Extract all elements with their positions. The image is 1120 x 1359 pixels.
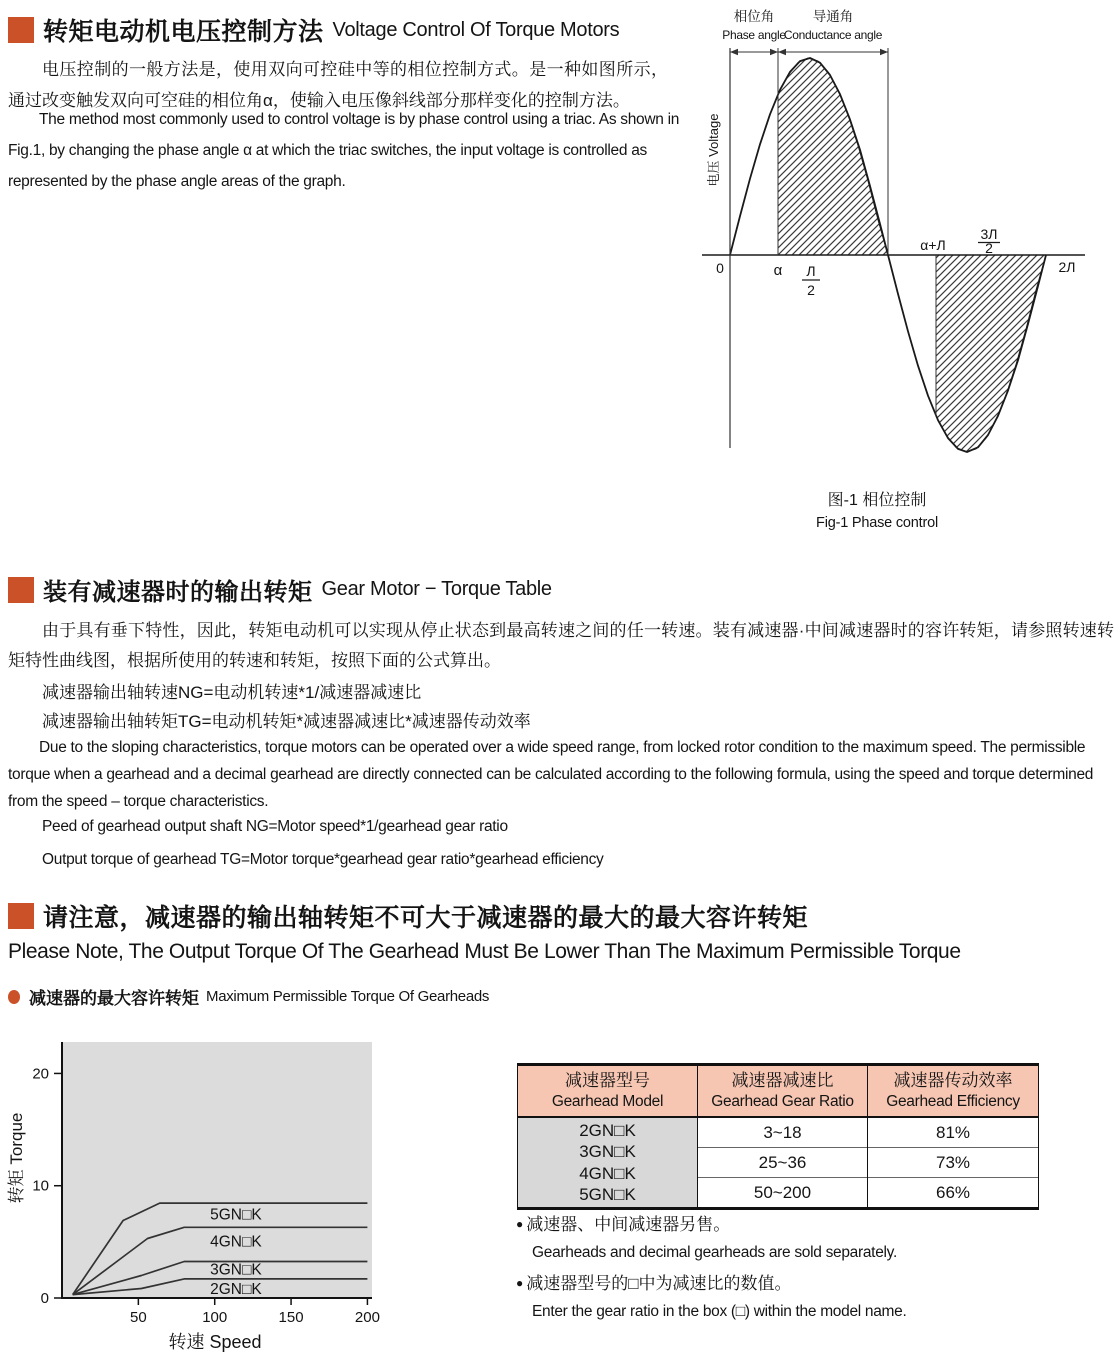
tick-two-pi: 2Л bbox=[1058, 259, 1076, 275]
series-label: 4GN□K bbox=[210, 1233, 262, 1251]
phase-control-figure bbox=[690, 0, 1090, 540]
header-en: Gearhead Efficiency bbox=[886, 1093, 1020, 1110]
tick-alpha-pi: α+Л bbox=[920, 237, 946, 253]
formula-en-torque: Output torque of gearhead TG=Motor torque*gearhead gear ratio*gearhead efficiency bbox=[42, 851, 604, 868]
conductance-angle-label-en: Conductance angle bbox=[783, 28, 883, 42]
arrowhead-icon bbox=[770, 49, 778, 55]
note-line-cn bbox=[516, 1269, 1106, 1298]
table-header-row bbox=[518, 1065, 1039, 1118]
section2-paragraph-en: Due to the sloping characteristics, torque motors can be operated over a wide speed range, from locked rotor condition to the maximum speed. The permissible torque when a gearhead and a decimal gearhead are directly connected can be calculated according to the following formula, using the speed and torque determined from the speed – torque characteristics. bbox=[8, 739, 1094, 810]
header-en: Gearhead Model bbox=[551, 1093, 664, 1110]
ratio-cell: 25~36 bbox=[698, 1148, 868, 1178]
section3-heading bbox=[8, 898, 808, 934]
max-permissible-torque-chart bbox=[0, 1030, 430, 1359]
series-label: 5GN□K bbox=[210, 1206, 262, 1224]
header-gearhead-model bbox=[518, 1065, 698, 1118]
header-gear-ratio bbox=[698, 1065, 868, 1118]
section1-paragraph-cn: 电压控制的一般方法是，使用双向可控硅中等的相位控制方式。是一种如图所示，通过改变触发双向可空硅的相位角α，使输入电压像斜线部分那样变化的控制方法。 bbox=[8, 60, 668, 110]
section3-title-en: Please Note, The Output Torque Of The Gearhead Must Be Lower Than The Maximum Permissible Torque bbox=[8, 940, 961, 963]
section2-paragraph-cn: 由于具有垂下特性，因此，转矩电动机可以实现从停止状态到最高转速之间的任一转速。装有减速器·中间减速器时的容许转矩，请参照转速转矩特性曲线图，根据所使用的转速和转矩，按照下面的公式算出。 bbox=[8, 621, 1114, 670]
figure-y-axis-label: 电压 Voltage bbox=[706, 113, 721, 187]
section1-title-en: Voltage Control Of Torque Motors bbox=[332, 18, 620, 41]
header-cn: 减速器型号 bbox=[565, 1071, 650, 1090]
formula-cn-speed: 减速器输出轴转速NG=电动机转速*1/减速器减速比 bbox=[42, 683, 422, 702]
section1-heading bbox=[8, 12, 619, 48]
tick-zero: 0 bbox=[716, 260, 724, 276]
tick-half-pi-denominator: 2 bbox=[807, 282, 815, 298]
model-name: 4GN□K bbox=[579, 1163, 636, 1183]
x-tick-label: 50 bbox=[130, 1309, 147, 1326]
section1-title-cn: 转矩电动机电压控制方法 bbox=[43, 18, 324, 46]
model-name: 5GN□K bbox=[579, 1185, 636, 1204]
tick-3half-pi-numerator: 3Л bbox=[980, 226, 998, 242]
arrowhead-icon bbox=[730, 49, 738, 55]
x-tick-label: 100 bbox=[202, 1309, 228, 1326]
arrowhead-icon bbox=[778, 49, 786, 55]
section2-heading bbox=[8, 572, 552, 607]
note-text-cn: 减速器、中间减速器另售。 bbox=[526, 1215, 731, 1234]
series-label: 3GN□K bbox=[210, 1261, 262, 1279]
header-en: Gearhead Gear Ratio bbox=[711, 1093, 854, 1110]
note-line-en: Enter the gear ratio in the box (□) within the model name. bbox=[532, 1303, 907, 1320]
conduction-area-negative bbox=[936, 255, 1046, 452]
arrowhead-icon bbox=[880, 49, 888, 55]
chart-x-axis-label: 转速 Speed bbox=[168, 1332, 262, 1352]
ratio-cell: 3~18 bbox=[698, 1117, 868, 1148]
max-torque-bullet-row bbox=[8, 984, 489, 1009]
model-name: 2GN□K bbox=[579, 1120, 636, 1140]
y-tick-label: 20 bbox=[32, 1065, 49, 1083]
section1-paragraph-en: The method most commonly used to control voltage is by phase control using a triac. As shown in Fig.1, by changing the phase angle α at which the triac switches, the input voltage is controlled as represented by the phase angle areas of the graph. bbox=[8, 111, 680, 190]
heading-square-icon bbox=[8, 577, 34, 603]
ratio-cell: 50~200 bbox=[698, 1178, 868, 1209]
header-cn: 减速器传动效率 bbox=[893, 1071, 1013, 1090]
note-text-cn: 减速器型号的□中为减速比的数值。 bbox=[526, 1274, 792, 1293]
conduction-area-positive bbox=[778, 58, 888, 255]
note-line-cn bbox=[516, 1210, 1106, 1239]
y-tick-label: 0 bbox=[40, 1290, 49, 1307]
figure-caption-cn: 图-1 相位控制 bbox=[827, 492, 927, 509]
tick-half-pi-numerator: Л bbox=[806, 263, 816, 279]
x-tick-label: 150 bbox=[278, 1309, 304, 1326]
model-name: 3GN□K bbox=[579, 1142, 636, 1161]
gearhead-table bbox=[517, 1063, 1039, 1210]
efficiency-cell: 66% bbox=[868, 1178, 1039, 1209]
max-torque-label-cn: 减速器的最大容许转矩 bbox=[29, 989, 199, 1008]
efficiency-cell: 73% bbox=[868, 1148, 1039, 1178]
note-bullet-icon: ● bbox=[516, 1217, 524, 1231]
section2-title-cn: 装有减速器时的输出转矩 bbox=[43, 579, 313, 606]
bullet-dot-icon bbox=[8, 990, 20, 1004]
phase-angle-label-cn: 相位角 bbox=[733, 9, 775, 24]
max-torque-label-en: Maximum Permissible Torque Of Gearheads bbox=[206, 988, 490, 1005]
x-tick-label: 200 bbox=[354, 1309, 380, 1326]
figure-caption-en: Fig-1 Phase control bbox=[816, 515, 938, 531]
chart-plot-area bbox=[62, 1042, 372, 1298]
section3-title-cn: 请注意，减速器的输出轴转矩不可大于减速器的最大的最大容许转矩 bbox=[43, 904, 809, 932]
y-tick-label: 10 bbox=[32, 1177, 49, 1195]
note-line-en: Gearheads and decimal gearheads are sold separately. bbox=[532, 1244, 897, 1261]
heading-square-icon bbox=[8, 903, 34, 929]
model-list-cell bbox=[518, 1117, 698, 1209]
efficiency-cell: 81% bbox=[868, 1117, 1039, 1148]
section2-title-en: Gear Motor − Torque Table bbox=[321, 578, 552, 600]
heading-square-icon bbox=[8, 17, 34, 43]
chart-y-axis-label: 转矩 Torque bbox=[7, 1112, 26, 1204]
header-efficiency bbox=[868, 1065, 1039, 1118]
tick-3half-pi-denominator: 2 bbox=[985, 240, 993, 256]
header-cn: 减速器减速比 bbox=[731, 1071, 834, 1090]
formula-cn-torque: 减速器输出轴转矩TG=电动机转矩*减速器减速比*减速器传动效率 bbox=[42, 712, 531, 731]
tick-alpha: α bbox=[773, 262, 783, 279]
conductance-angle-label-cn: 导通角 bbox=[812, 9, 854, 24]
series-label: 2GN□K bbox=[210, 1281, 262, 1298]
notes bbox=[516, 1210, 1106, 1328]
note-bullet-icon: ● bbox=[516, 1276, 524, 1290]
formula-en-speed: Peed of gearhead output shaft NG=Motor speed*1/gearhead gear ratio bbox=[42, 818, 508, 835]
table-row bbox=[518, 1117, 1039, 1148]
phase-angle-label-en: Phase angle bbox=[722, 28, 786, 42]
